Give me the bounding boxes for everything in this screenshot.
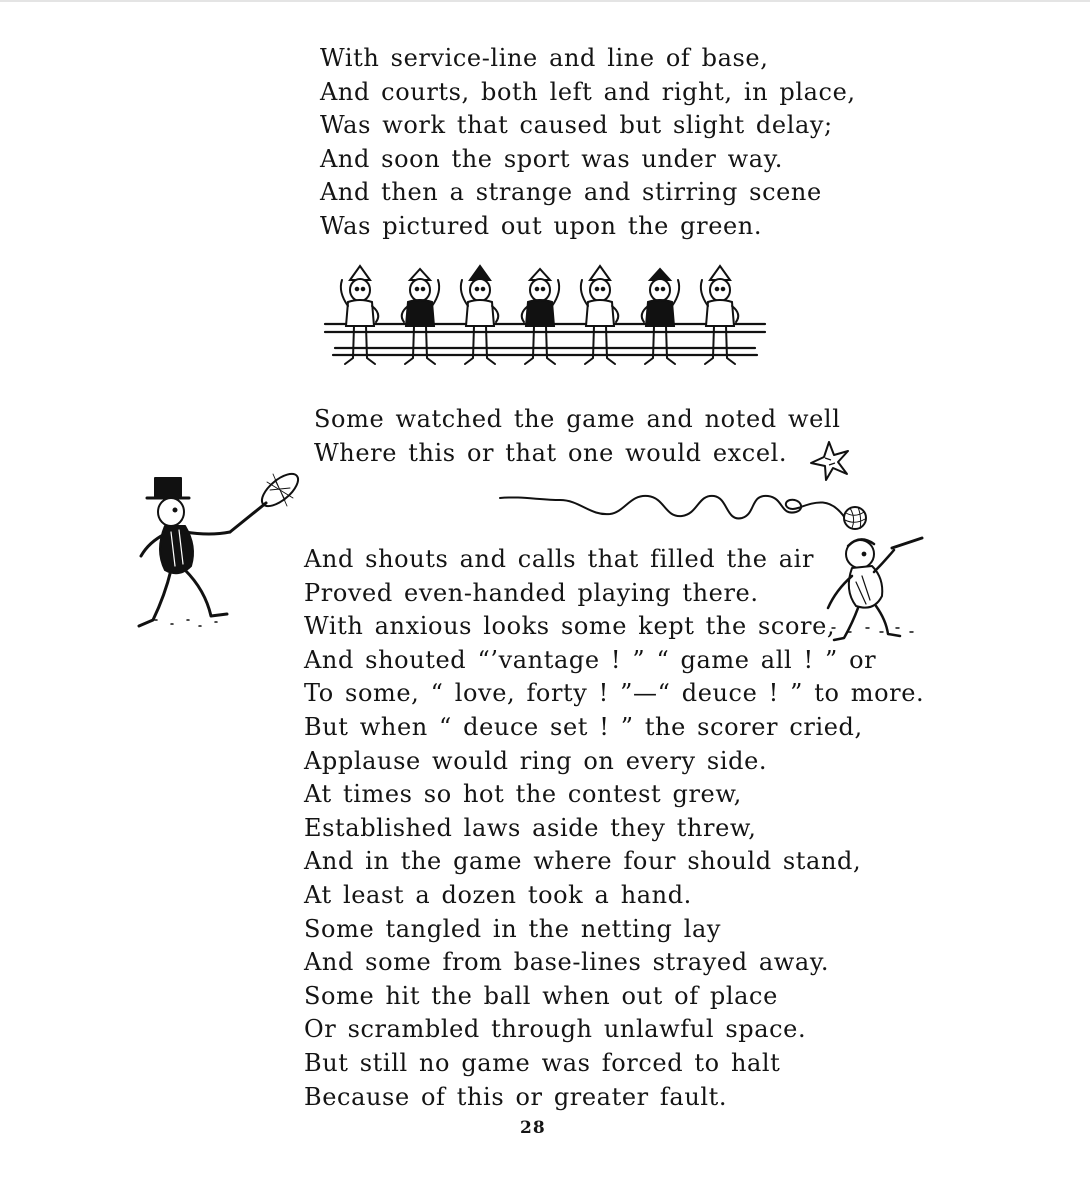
poem-line: With service-line and line of base, [320,44,769,72]
brownie-figure [642,269,679,364]
poem-line: Was work that caused but slight delay; [320,111,833,140]
brownies-on-bench-illustration [325,262,765,382]
poem-line: Some tangled in the netting lay [304,914,722,943]
poem-line: And shouted “’vantage ! ” “ game all ! ” or [304,645,877,674]
poem-line: With anxious looks some kept the score, [304,612,836,641]
brownie-figure [461,266,498,364]
poem-line: But when “ deuce set ! ” the scorer cried, [304,712,863,741]
star-illustration [805,438,865,488]
poem-line: And some from base-lines strayed away. [304,948,830,977]
poem-line: Established laws aside they threw, [304,813,757,842]
stanza-2 [314,403,840,470]
poem-line: To some, “ love, forty ! ”—“ deuce ! ” to more. [304,679,925,708]
poem-line: At least a dozen took a hand. [304,880,692,909]
poem-line: And then a strange and stirring scene [320,178,822,207]
page-top-rule [0,0,1090,2]
brownie-figure [701,266,738,364]
page-number: 28 [520,1118,546,1138]
ball-trajectory-line [500,488,875,536]
poem-line: Or scrambled through unlawful space. [304,1015,807,1044]
crouching-brownie-illustration [822,528,922,658]
poem-line: Because of this or greater fault. [304,1082,728,1111]
poem-line: Proved even-handed playing there. [304,578,759,607]
poem-line: But still no game was forced to halt [304,1048,781,1077]
poem-line: Where this or that one would excel. [314,438,788,467]
poem-line: At times so hot the contest grew, [304,780,742,809]
poem-line: Was pictured out upon the green. [320,211,763,240]
brownie-figure [581,266,618,364]
poem-line: Some watched the game and noted well [314,405,841,433]
poem-line: And courts, both left and right, in place, [320,77,856,106]
brownie-figure [341,266,378,364]
brownie-figure [522,269,559,364]
poem-line: And soon the sport was under way. [320,144,783,173]
brownie-figure [402,269,439,364]
poem-line: Some hit the ball when out of place [304,981,778,1010]
poem-line: Applause would ring on every side. [304,746,768,775]
poem-line: And in the game where four should stand, [304,847,862,876]
brownie-with-racket-illustration [135,470,310,640]
stanza-1 [320,42,856,244]
poem-line: And shouts and calls that filled the air [304,545,815,573]
